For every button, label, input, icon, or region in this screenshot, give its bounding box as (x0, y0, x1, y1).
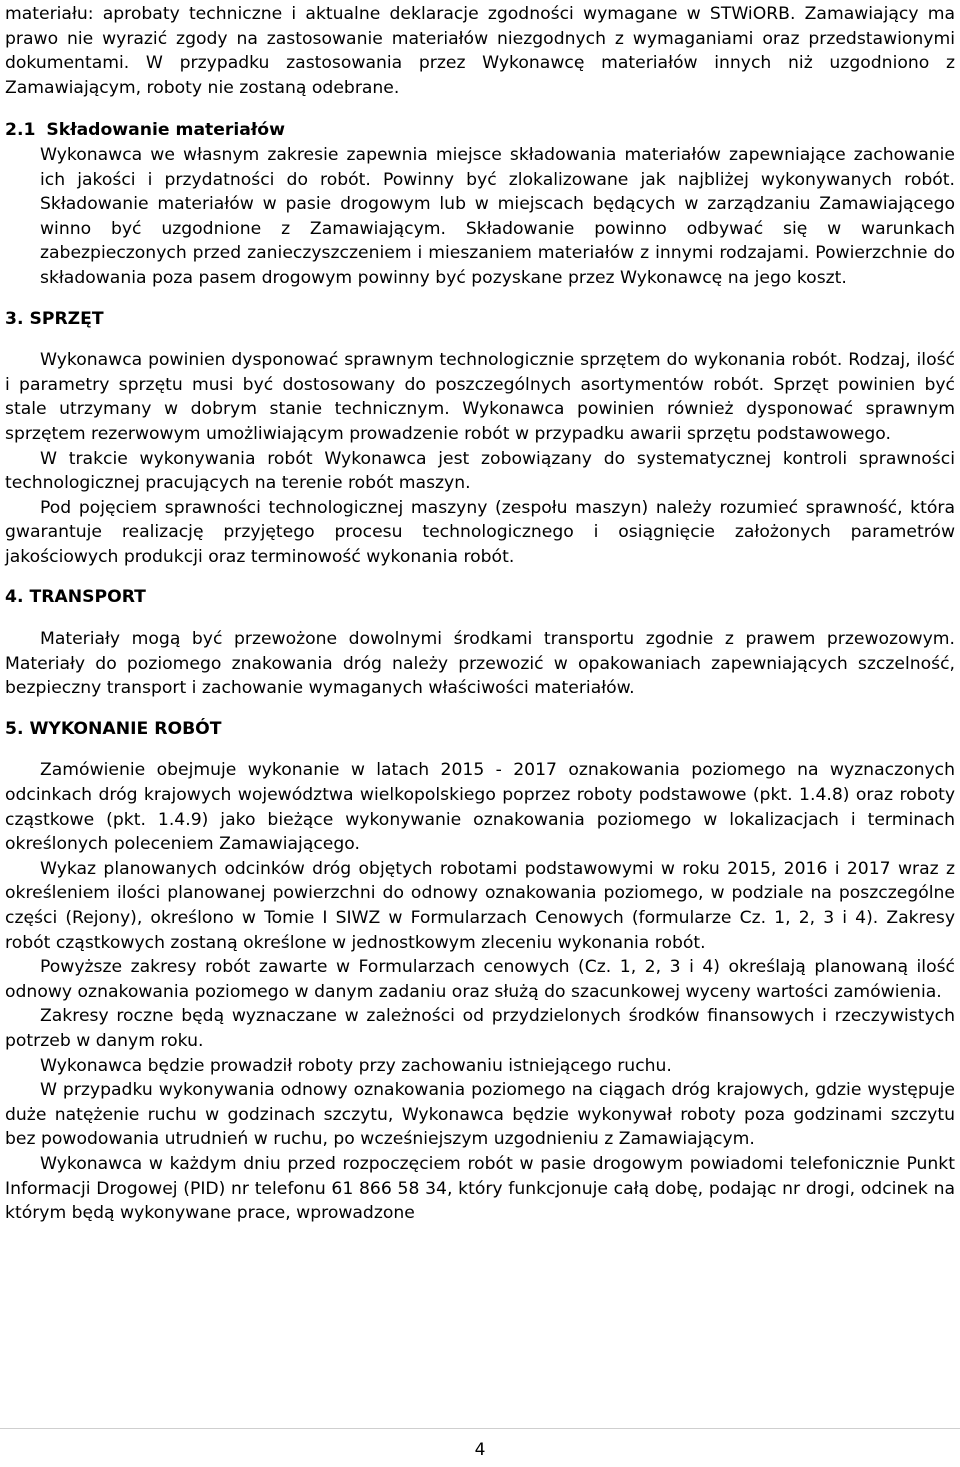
section-2-1-body: Wykonawca we własnym zakresie zapewnia miejsce składowania materiałów zapewniające zachowanie ich jakości i przydatności do robót. Powinny być zlokalizowane jak najbliżej wykonywanych robót. Składowanie materiałów w pasie drogowym lub w miejscach będących w zarządzaniu Zamawiającego winno być uzgodnione z Zamawiającym. Składowanie powinno odbywać się w warunkach zabezpieczonych przed zanieczyszczeniem i mieszaniem materiałów z innymi rodzajami. Powierzchnie do składowania poza pasem drogowym powinny być pozyskane przez Wykonawcę na jego koszt. (40, 144, 955, 288)
page-number: 4 (474, 1440, 486, 1460)
section-5-paragraph: Powyższe zakresy robót zawarte w Formularzach cenowych (Cz. 1, 2, 3 i 4) określają planowaną ilość odnowy oznakowania poziomego w danym zadaniu oraz służą do szacunkowej wyceny wartości zamówienia. (5, 957, 955, 1002)
section-5-paragraph: Wykaz planowanych odcinków dróg objętych robotami podstawowymi w roku 2015, 2016 i 2017 wraz z określeniem ilości planowanej powierzchni do odnowy oznakowania poziomego, w podziale na poszczególne części (Rejony), określono w Tomie I SIWZ w Formularzach Cenowych (formularze Cz. 1, 2, 3 i 4). Zakresy robót cząstkowych zostaną określone w jednostkowym zleceniu wykonania robót. (5, 858, 955, 953)
section-5-paragraph: Zamówienie obejmuje wykonanie w latach 2015 - 2017 oznakowania poziomego na wyznaczonych odcinkach dróg krajowych województwa wielkopolskiego poprzez roboty podstawowe (pkt. 1.4.8) oraz roboty cząstkowe (pkt. 1.4.9) jako bieżące wykonywanie oznakowania poziomego w lokalizacjach i terminach określonych poleceniem Zamawiającego. (5, 760, 955, 855)
section-2-1-text (5, 118, 955, 290)
section-3-paragraph: Wykonawca powinien dysponować sprawnym technologicznie sprzętem do wykonania robót. Rodzaj, ilość i parametry sprzętu musi być dostosowany do poszczególnych asortymentów robót. Sprzęt powinien być stale utrzymany w dobrym stanie technicznym. Wykonawca powinien również dysponować sprawnym sprzętem rezerwowym umożliwiającym prowadzenie robót w przypadku awarii sprzętu podstawowego. (5, 350, 955, 444)
section-2-1 (5, 118, 955, 290)
section-3-paragraph: W trakcie wykonywania robót Wykonawca jest zobowiązany do systematycznej kontroli sprawności technologicznej pracujących na terenie robót maszyn. (5, 448, 955, 494)
section-5-paragraph: W przypadku wykonywania odnowy oznakowania poziomego na ciągach dróg krajowych, gdzie występuje duże natężenie ruchu w godzinach szczytu, Wykonawca będzie wykonywał roboty poza godzinami szczytu bez powodowania utrudnień w ruchu, po wcześniejszym uzgodnieniu z Zamawiającym. (5, 1080, 955, 1150)
section-5-paragraph: Wykonawca w każdym dniu przed rozpoczęciem robót w pasie drogowym powiadomi telefonicznie Punkt Informacji Drogowej (PID) nr telefonu 61 866 58 34, który funkcjonuje całą dobę, podając nr drogi, odcinek na którym będą wykonywane prace, wprowadzone (5, 1153, 955, 1224)
section-3-heading: 3. SPRZĘT (5, 308, 104, 329)
section-4-heading: 4. TRANSPORT (5, 587, 146, 608)
section-3-paragraph: Pod pojęciem sprawności technologicznej maszyny (zespołu maszyn) należy rozumieć sprawność, która gwarantuje realizację przyjętego procesu technologicznego i osiągnięcie założonych parametrów jakościowych produkcji oraz terminowość wykonania robót. (5, 497, 955, 567)
document-page (5, 2, 955, 1226)
section-5-heading: 5. WYKONANIE ROBÓT (5, 718, 222, 739)
section-5-paragraph: Wykonawca będzie prowadził roboty przy zachowaniu istniejącego ruchu. (40, 1055, 672, 1076)
intro-paragraph: materiału: aprobaty techniczne i aktualne deklaracje zgodności wymagane w STWiORB. Zamawiający ma prawo nie wyrazić zgody na zastosowanie materiałów niezgodnych z wymaganiami oraz przedstawionymi dokumentami. W przypadku zastosowania przez Wykonawcę materiałów innych niż uzgodniono z Zamawiającym, roboty nie zostaną odebrane. (5, 4, 955, 98)
section-2-1-number: 2.1 (5, 120, 36, 141)
footer-divider (0, 1428, 960, 1429)
section-5-paragraph: Zakresy roczne będą wyznaczane w zależności od przydzielonych środków finansowych i rzeczywistych potrzeb w danym roku. (5, 1006, 955, 1051)
section-2-1-title: Składowanie materiałów (46, 120, 285, 141)
section-4-paragraph: Materiały mogą być przewożone dowolnymi środkami transportu zgodnie z prawem przewozowym. Materiały do poziomego znakowania dróg należy przewozić w opakowaniach zapewniających szczelność, bezpieczny transport i zachowanie wymaganych właściwości materiałów. (5, 629, 955, 699)
